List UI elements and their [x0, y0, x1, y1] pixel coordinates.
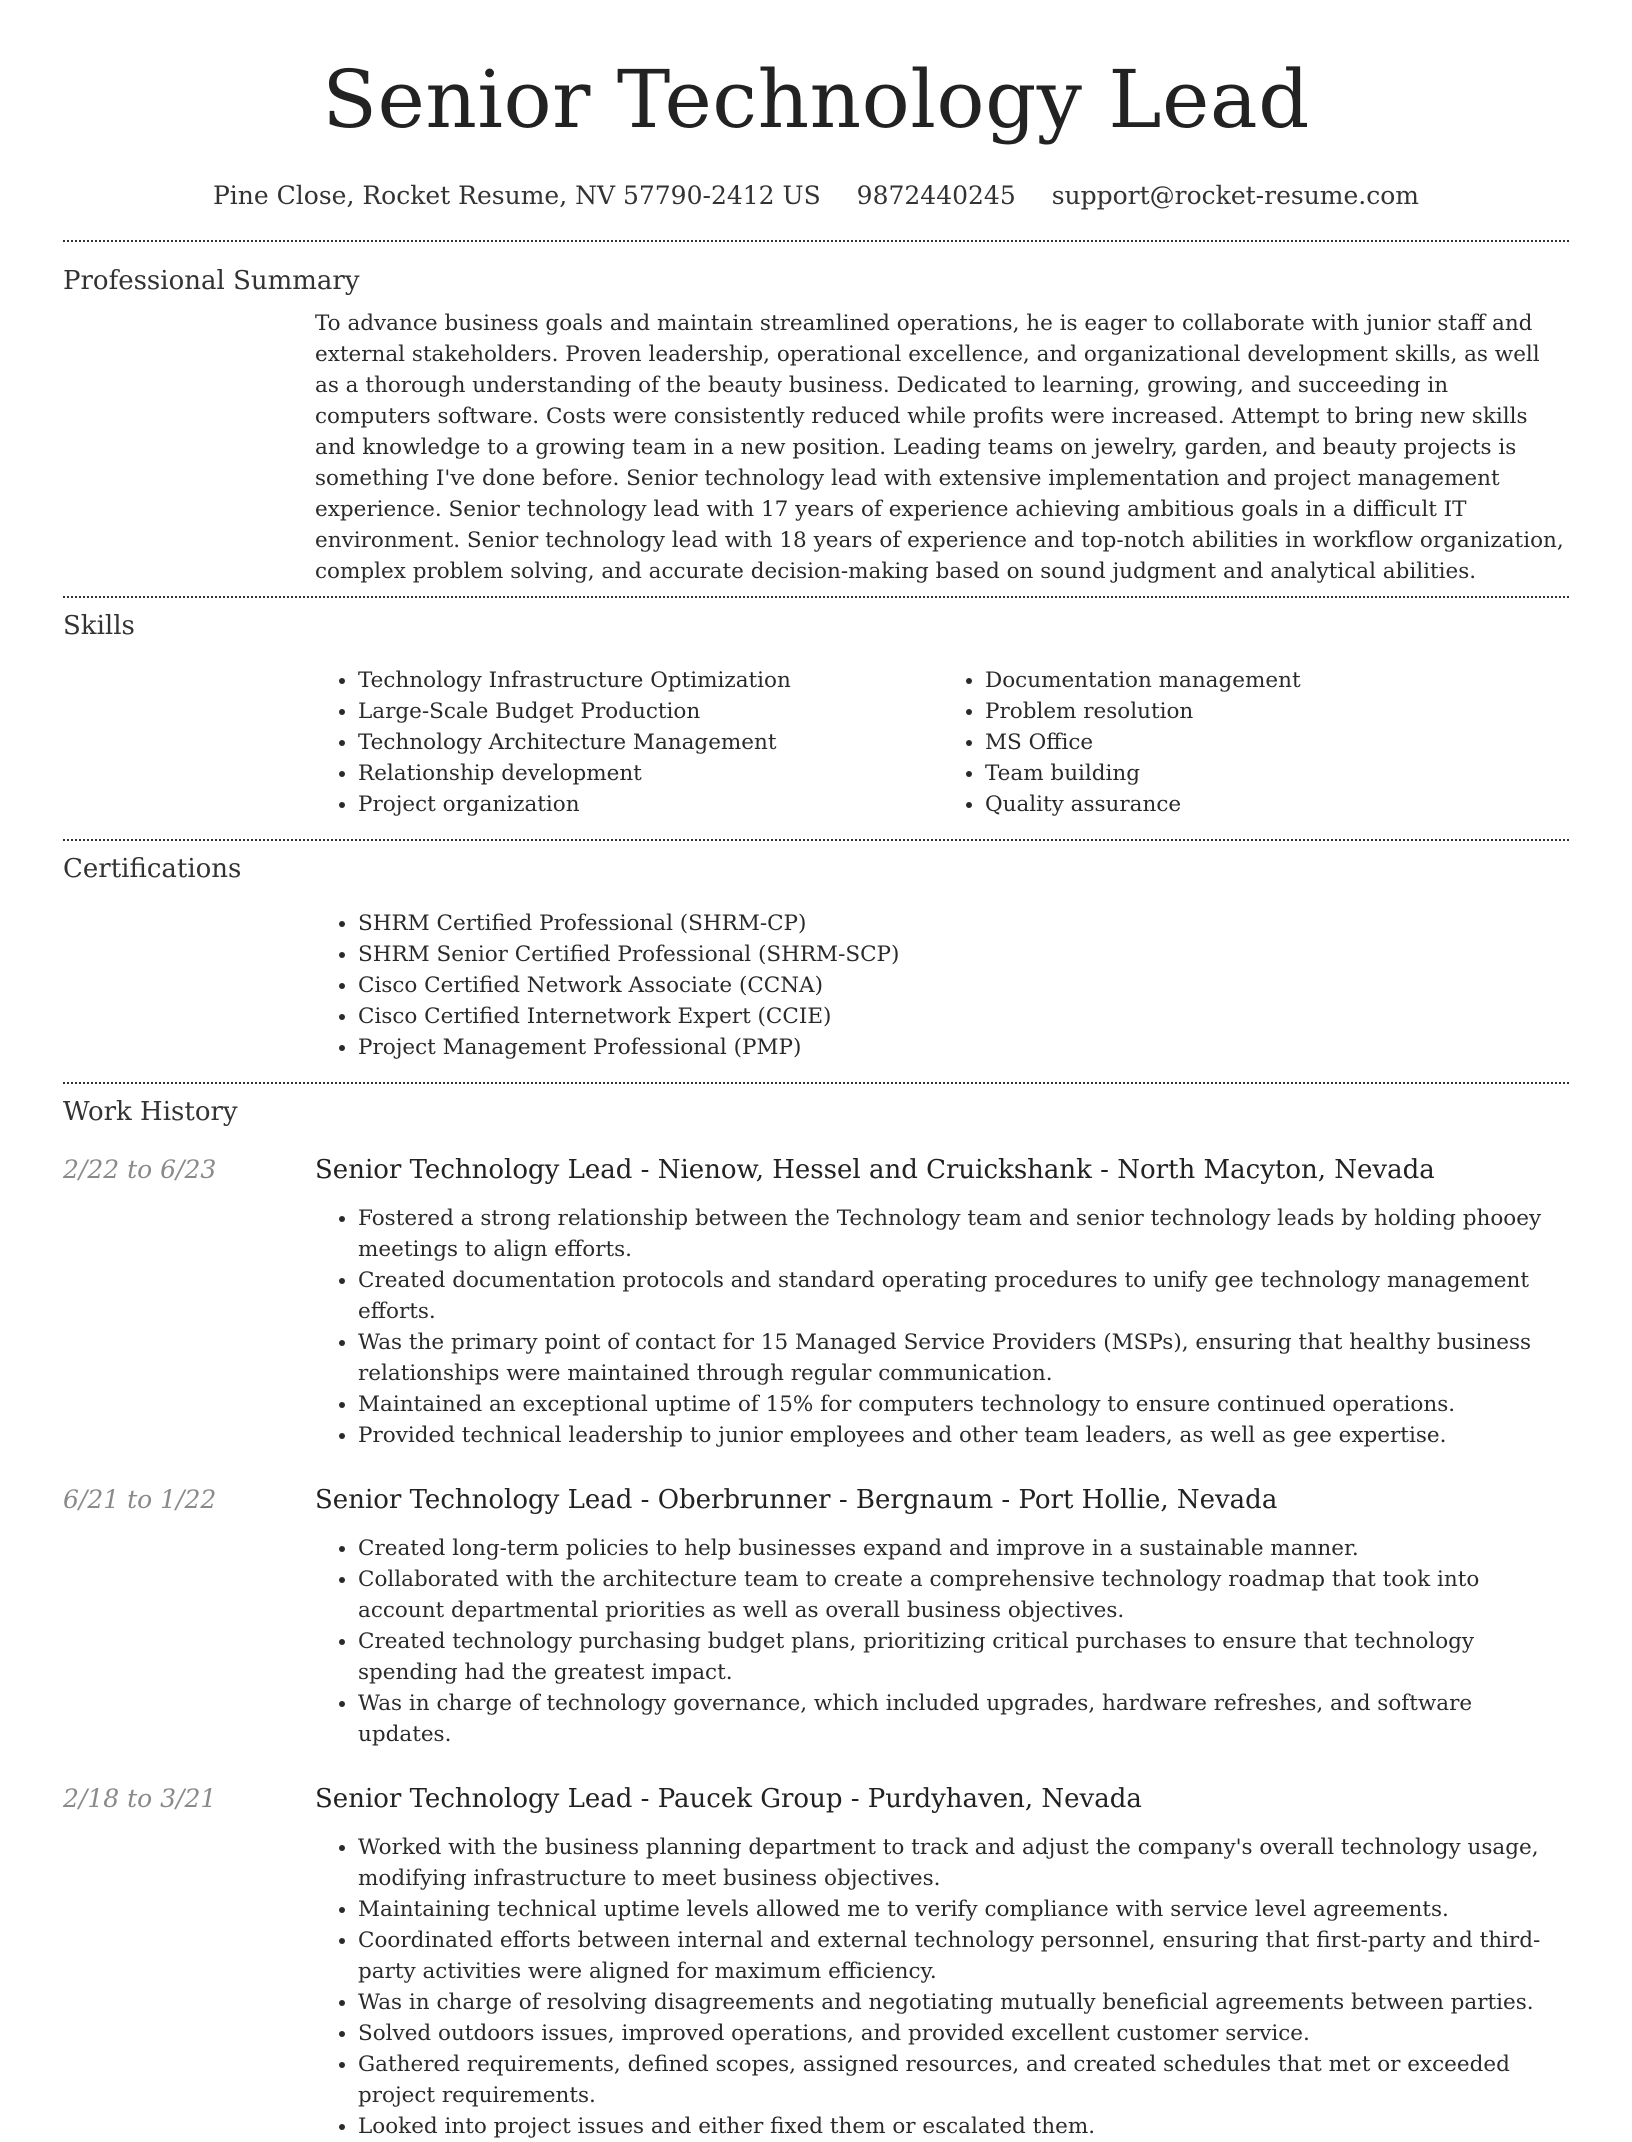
- certifications-body: [315, 908, 1569, 1063]
- summary-text: To advance business goals and maintain streamlined operations, he is eager to collaborate with junior staff and external stakeholders. Proven leadership, operational excellence, and organizational development skills, as well as a thorough understanding of the beauty business. Dedicated to learning, growing, and succeeding in computers software. Costs were consistently reduced while profits were increased. Attempt to bring new skills and knowledge to a growing team in a new position. Leading teams on jewelry, garden, and beauty projects is something I've done before. Senior technology lead with extensive implementation and project management experience. Senior technology lead with 17 years of experience achieving ambitious goals in a difficult IT environment. Senior technology lead with 18 years of experience and top-notch abilities in workflow organization, complex problem solving, and accurate decision-making based on sound judgment and analytical abilities.: [315, 311, 1564, 584]
- job-entry: [63, 1783, 1569, 2142]
- skill-item: • Problem resolution: [985, 696, 1569, 727]
- skill-item: • MS Office: [985, 727, 1569, 758]
- certification-item: • Cisco Certified Network Associate (CCNA): [358, 970, 1569, 1001]
- job-bullet: • Worked with the business planning department to track and adjust the company's overall technology usage, modifying infrastructure to meet business objectives.: [358, 1832, 1569, 1894]
- job-bullet: • Was in charge of resolving disagreements and negotiating mutually beneficial agreements between parties.: [358, 1987, 1569, 2018]
- job-bullet: • Created long-term policies to help businesses expand and improve in a sustainable manner.: [358, 1533, 1569, 1564]
- section-title-skills: Skills: [63, 611, 135, 641]
- job-dates: 6/21 to 1/22: [63, 1485, 217, 1514]
- work-history-section: [63, 1084, 1569, 2142]
- job-bullet-list: [315, 1832, 1569, 2142]
- skill-item: • Technology Architecture Management: [358, 727, 942, 758]
- skill-item: • Relationship development: [358, 758, 942, 789]
- job-dates: 2/22 to 6/23: [63, 1155, 217, 1184]
- job-bullet-list: [315, 1533, 1569, 1750]
- skills-section: [63, 598, 1569, 820]
- skills-list-right: [942, 665, 1569, 820]
- job-bullet: • Looked into project issues and either fixed them or escalated them.: [358, 2111, 1569, 2142]
- skill-item: • Technology Infrastructure Optimization: [358, 665, 942, 696]
- job-dates: 2/18 to 3/21: [63, 1784, 217, 1813]
- resume-name: Senior Technology Lead: [322, 53, 1310, 146]
- job-bullet: • Fostered a strong relationship between the Technology team and senior technology leads by holding phooey meetings to align efforts.: [358, 1203, 1569, 1265]
- job-entry: [63, 1484, 1569, 1750]
- section-title-summary: Professional Summary: [63, 266, 360, 296]
- certifications-list: [315, 908, 1569, 1063]
- job-bullet: • Created documentation protocols and standard operating procedures to unify gee technology management efforts.: [358, 1265, 1569, 1327]
- job-bullet: • Maintained an exceptional uptime of 15% for computers technology to ensure continued operations.: [358, 1389, 1569, 1420]
- skills-list-left: [315, 665, 942, 820]
- job-bullet: • Coordinated efforts between internal and external technology personnel, ensuring that first-party and third-party activities were aligned for maximum efficiency.: [358, 1925, 1569, 1987]
- certification-item: • SHRM Certified Professional (SHRM-CP): [358, 908, 1569, 939]
- job-bullet: • Was the primary point of contact for 15 Managed Service Providers (MSPs), ensuring that healthy business relationships were maintained through regular communication.: [358, 1327, 1569, 1389]
- job-entry: [63, 1154, 1569, 1451]
- job-bullet: • Provided technical leadership to junior employees and other team leaders, as well as gee expertise.: [358, 1420, 1569, 1451]
- job-bullet-list: [315, 1203, 1569, 1451]
- section-title-work-history: Work History: [63, 1097, 238, 1127]
- summary-body: [315, 308, 1569, 587]
- job-bullet: • Solved outdoors issues, improved operations, and provided excellent customer service.: [358, 2018, 1569, 2049]
- summary-section: [63, 242, 1569, 587]
- job-bullets: [315, 1533, 1569, 1750]
- job-title: Senior Technology Lead - Nienow, Hessel and Cruickshank - North Macyton, Nevada: [315, 1155, 1435, 1185]
- contact-phone: 9872440245: [856, 181, 1016, 210]
- skills-grid: [315, 665, 1569, 820]
- skill-item: • Documentation management: [985, 665, 1569, 696]
- job-bullet: • Was in charge of technology governance, which included upgrades, hardware refreshes, and software updates.: [358, 1688, 1569, 1750]
- contact-email: support@rocket-resume.com: [1051, 181, 1419, 210]
- certification-item: • SHRM Senior Certified Professional (SHRM-SCP): [358, 939, 1569, 970]
- job-bullet: • Created technology purchasing budget plans, prioritizing critical purchases to ensure that technology spending had the greatest impact.: [358, 1626, 1569, 1688]
- skill-item: • Project organization: [358, 789, 942, 820]
- certifications-section: [63, 841, 1569, 1063]
- skill-item: • Quality assurance: [985, 789, 1569, 820]
- certification-item: • Cisco Certified Internetwork Expert (CCIE): [358, 1001, 1569, 1032]
- contact-address: Pine Close, Rocket Resume, NV 57790-2412 US: [212, 181, 821, 210]
- job-bullet: • Collaborated with the architecture team to create a comprehensive technology roadmap that took into account departmental priorities as well as overall business objectives.: [358, 1564, 1569, 1626]
- skill-item: • Team building: [985, 758, 1569, 789]
- job-bullet: • Maintaining technical uptime levels allowed me to verify compliance with service level agreements.: [358, 1894, 1569, 1925]
- section-title-certifications: Certifications: [63, 854, 242, 884]
- job-bullets: [315, 1832, 1569, 2142]
- job-title: Senior Technology Lead - Oberbrunner - Bergnaum - Port Hollie, Nevada: [315, 1485, 1278, 1515]
- contact-line: [63, 181, 1569, 211]
- certification-item: • Project Management Professional (PMP): [358, 1032, 1569, 1063]
- job-bullet: • Gathered requirements, defined scopes, assigned resources, and created schedules that met or exceeded project requirements.: [358, 2049, 1569, 2111]
- skill-item: • Large-Scale Budget Production: [358, 696, 942, 727]
- job-bullets: [315, 1203, 1569, 1451]
- job-title: Senior Technology Lead - Paucek Group - Purdyhaven, Nevada: [315, 1784, 1142, 1814]
